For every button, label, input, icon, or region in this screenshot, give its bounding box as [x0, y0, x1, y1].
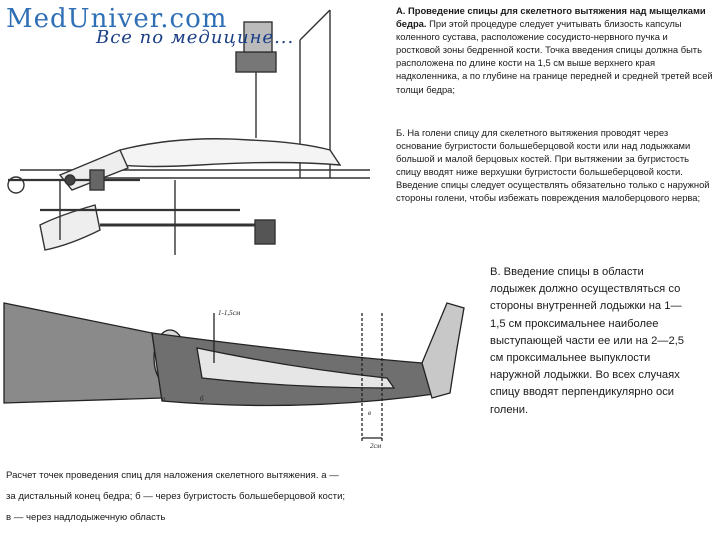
text-block-c: В. Введение спицы в области лодыжек должно осуществляться со стороны внутренней лодыжки на 1—1,5 см проксимальнее наиболее выступающей части ее или на 2—2,5 см проксимальнее выпуклости наружной лодыжки. Во всех случаях спицу вводят перпендикулярно оси голени.: [490, 266, 685, 416]
dim-label-bottom: 2см: [370, 442, 382, 450]
point-label-b: б: [200, 395, 204, 403]
dim-label-top: 1-1,5см: [218, 309, 241, 317]
text-block-a: [396, 4, 714, 96]
site-tagline: Все по медицине...: [96, 27, 295, 48]
caption-line-1: Расчет точек проведения спиц для наложения скелетного вытяжения. а —: [6, 470, 339, 481]
leg-pin-points-figure: [2, 293, 470, 453]
point-label-a: а: [162, 395, 166, 403]
point-label-v: в: [368, 409, 372, 417]
text-block-a-lead: А. Проведение спицы для скелетного вытяжения над мыщелками бедра.: [396, 5, 706, 30]
text-block-a-body: При этой процедуре следует учитывать близость капсулы коленного сустава, расположение сосудисто-нервного пучка и ростковой зоны бедренной кости. Точка введения спицы должна быть расположена по длине кости на 1,5 см выше верхнего края надколенника, а по глубине на границе передней и средней третей всей толщи бедра;: [396, 18, 713, 95]
figure-caption: [6, 465, 476, 528]
text-block-b: Б. На голени спицу для скелетного вытяжения проводят через основание бугристости большеберцовой кости или над лодыжками большой и малой берцовых костей. При вытяжении за бугристость спицу вводят ниже верхушки бугристости большеберцовой кости. Введение спицы следует осуществлять обязательно только с наружной стороны голени, чтобы избежать повреждения малоберцового нерва;: [396, 127, 710, 204]
caption-line-2: за дистальный конец бедра; б — через бугристость большеберцовой кости;: [6, 491, 346, 502]
site-logo: MedUniver.com: [6, 4, 228, 34]
caption-line-3: в — через надлодыжечную область: [6, 512, 166, 523]
